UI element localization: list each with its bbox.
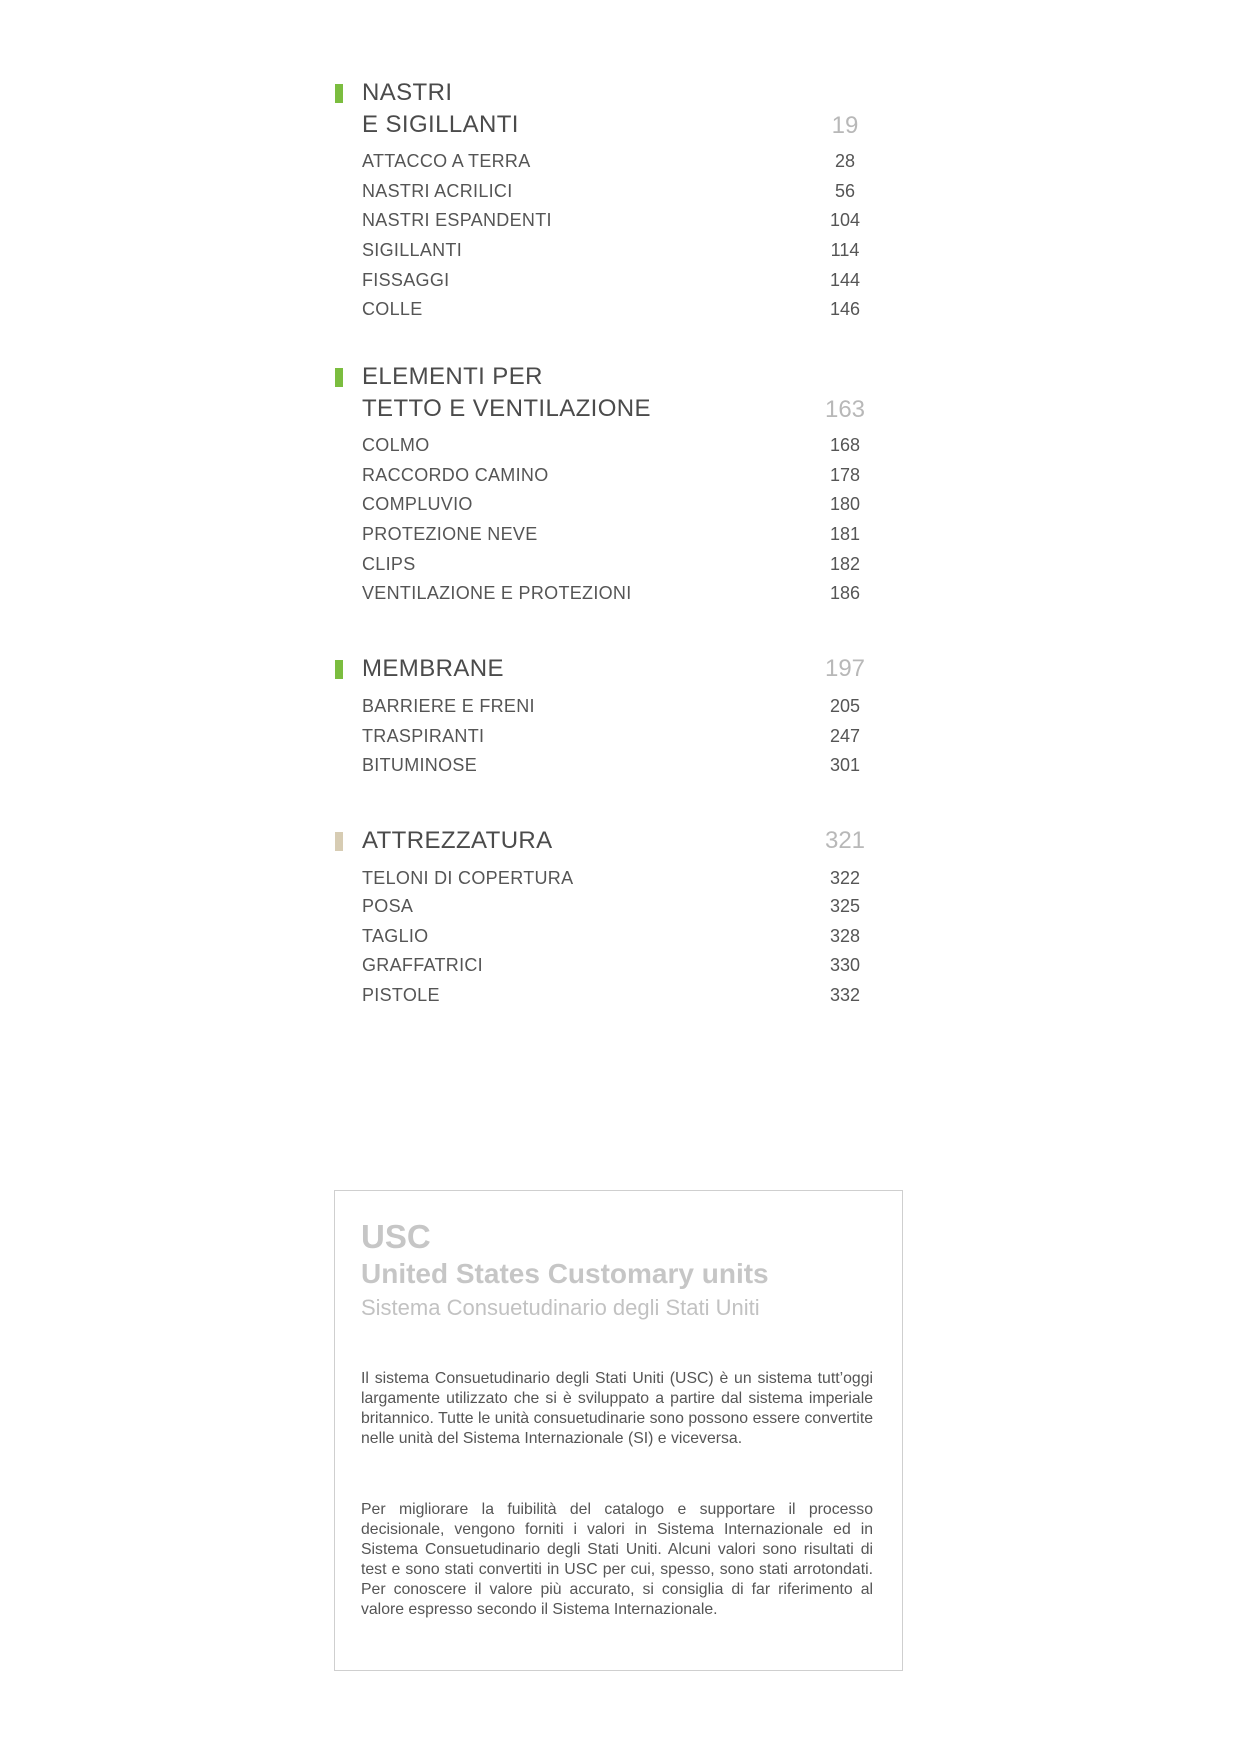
- toc-item-page: 247: [829, 725, 861, 746]
- toc-item-page: 322: [829, 868, 861, 888]
- toc-item-page: 178: [829, 464, 861, 485]
- toc-item-label: COLLE: [362, 299, 423, 320]
- toc-item[interactable]: [362, 922, 875, 952]
- toc-item-label: FISSAGGI: [362, 269, 450, 290]
- toc-item-page: 328: [829, 925, 861, 946]
- section-title-line1: NASTRI: [362, 79, 453, 106]
- toc-item-label: SIGILLANTI: [362, 240, 463, 261]
- toc-item-page: 144: [829, 269, 861, 290]
- section-page-number: 321: [824, 827, 866, 854]
- section-title-line2: E SIGILLANTI: [362, 111, 519, 138]
- section-marker: [335, 660, 343, 679]
- toc-item-label: CLIPS: [362, 553, 416, 574]
- usc-paragraph-2: Per migliorare la fuibilità del catalogo e supportare il processo decisionale, vengono forniti i valori in Sistema Internazionale ed in Sistema Consuetudinario degli Stati Uniti. Alcuni valori sono risultati di test e sono stati convertiti in USC per cui, spesso, sono stati arrotondati. Per conoscere il valore più accurato, si consiglia di far riferimento al valore espresso secondo il Sistema Internazionale.: [361, 1501, 873, 1618]
- toc-item-page: 168: [829, 435, 861, 455]
- section-marker: [335, 84, 343, 103]
- toc-item-label: NASTRI ESPANDENTI: [362, 210, 552, 231]
- toc-item[interactable]: [362, 177, 875, 207]
- toc-item-label: BARRIERE E FRENI: [362, 696, 535, 716]
- toc-item-label: PISTOLE: [362, 985, 440, 1006]
- section-items: [362, 147, 875, 325]
- toc-item[interactable]: [362, 266, 875, 296]
- section-items: [362, 864, 875, 1011]
- toc-item[interactable]: [362, 981, 875, 1011]
- usc-title: United States Customary units: [361, 1258, 769, 1289]
- toc-item[interactable]: [362, 431, 875, 461]
- toc-item-page: 301: [829, 755, 861, 776]
- toc-item[interactable]: [362, 579, 875, 609]
- toc-item-page: 325: [829, 896, 861, 916]
- toc-item-label: PROTEZIONE NEVE: [362, 524, 538, 545]
- toc-item[interactable]: [362, 550, 875, 580]
- toc-item-page: 114: [830, 240, 860, 261]
- usc-subtitle: Sistema Consuetudinario degli Stati Uniti: [361, 1295, 760, 1320]
- toc-item-label: COLMO: [362, 435, 430, 455]
- section-items: [362, 692, 875, 781]
- toc-item-label: VENTILAZIONE E PROTEZIONI: [362, 583, 632, 604]
- toc-item-label: COMPLUVIO: [362, 494, 473, 515]
- toc-item-page: 181: [829, 524, 861, 545]
- toc-item[interactable]: [362, 864, 875, 892]
- section-title-line1: MEMBRANE: [362, 655, 504, 682]
- toc-item-label: RACCORDO CAMINO: [362, 464, 549, 485]
- toc-item-label: BITUMINOSE: [362, 755, 478, 776]
- toc-item[interactable]: [362, 461, 875, 491]
- toc-item-page: 146: [829, 299, 861, 320]
- usc-paragraph-1: Il sistema Consuetudinario degli Stati Uniti (USC) è un sistema tutt’oggi largamente utilizzato che si è sviluppato a partire dal sistema imperiale britannico. Tutte le unità consuetudinarie sono possono essere convertite nelle unità del Sistema Internazionale (SI) e viceversa.: [361, 1370, 873, 1447]
- toc-item-label: GRAFFATRICI: [362, 955, 483, 976]
- section-title-line2: TETTO E VENTILAZIONE: [362, 395, 651, 422]
- toc-item-label: TELONI DI COPERTURA: [362, 868, 574, 888]
- toc-item[interactable]: [362, 951, 875, 981]
- toc-item-label: ATTACCO A TERRA: [362, 151, 531, 171]
- section-title-line1: ATTREZZATURA: [362, 827, 553, 854]
- toc-item-page: 330: [829, 955, 861, 976]
- toc-item[interactable]: [362, 206, 875, 236]
- section-marker: [335, 832, 343, 851]
- toc-item-label: NASTRI ACRILICI: [362, 180, 513, 201]
- toc-item[interactable]: [362, 520, 875, 550]
- toc-item-label: TAGLIO: [362, 925, 429, 946]
- toc-item[interactable]: [362, 692, 875, 722]
- section-title-line1: ELEMENTI PER: [362, 363, 543, 390]
- toc-item[interactable]: [362, 751, 875, 781]
- usc-info-box: [334, 1190, 903, 1671]
- section-marker: [335, 368, 343, 387]
- toc-item-page: 56: [834, 180, 856, 201]
- toc-item-label: POSA: [362, 896, 414, 916]
- toc-item-page: 28: [834, 151, 856, 171]
- toc-item[interactable]: [362, 490, 875, 520]
- toc-item-label: TRASPIRANTI: [362, 725, 485, 746]
- toc-item[interactable]: [362, 295, 875, 325]
- toc-item-page: 104: [829, 210, 861, 231]
- section-page-number: 163: [824, 396, 866, 423]
- usc-abbreviation: USC: [361, 1218, 431, 1255]
- toc-item-page: 186: [829, 583, 861, 604]
- toc-item[interactable]: [362, 236, 875, 266]
- toc-item[interactable]: [362, 722, 875, 752]
- toc-item[interactable]: [362, 892, 875, 922]
- toc-item-page: 182: [829, 553, 861, 574]
- section-items: [362, 431, 875, 609]
- section-page-number: 197: [824, 655, 866, 682]
- toc-item[interactable]: [362, 147, 875, 177]
- toc-item-page: 205: [829, 696, 861, 716]
- section-page-number: 19: [831, 112, 859, 139]
- toc-item-page: 180: [829, 494, 861, 515]
- toc-item-page: 332: [829, 985, 861, 1006]
